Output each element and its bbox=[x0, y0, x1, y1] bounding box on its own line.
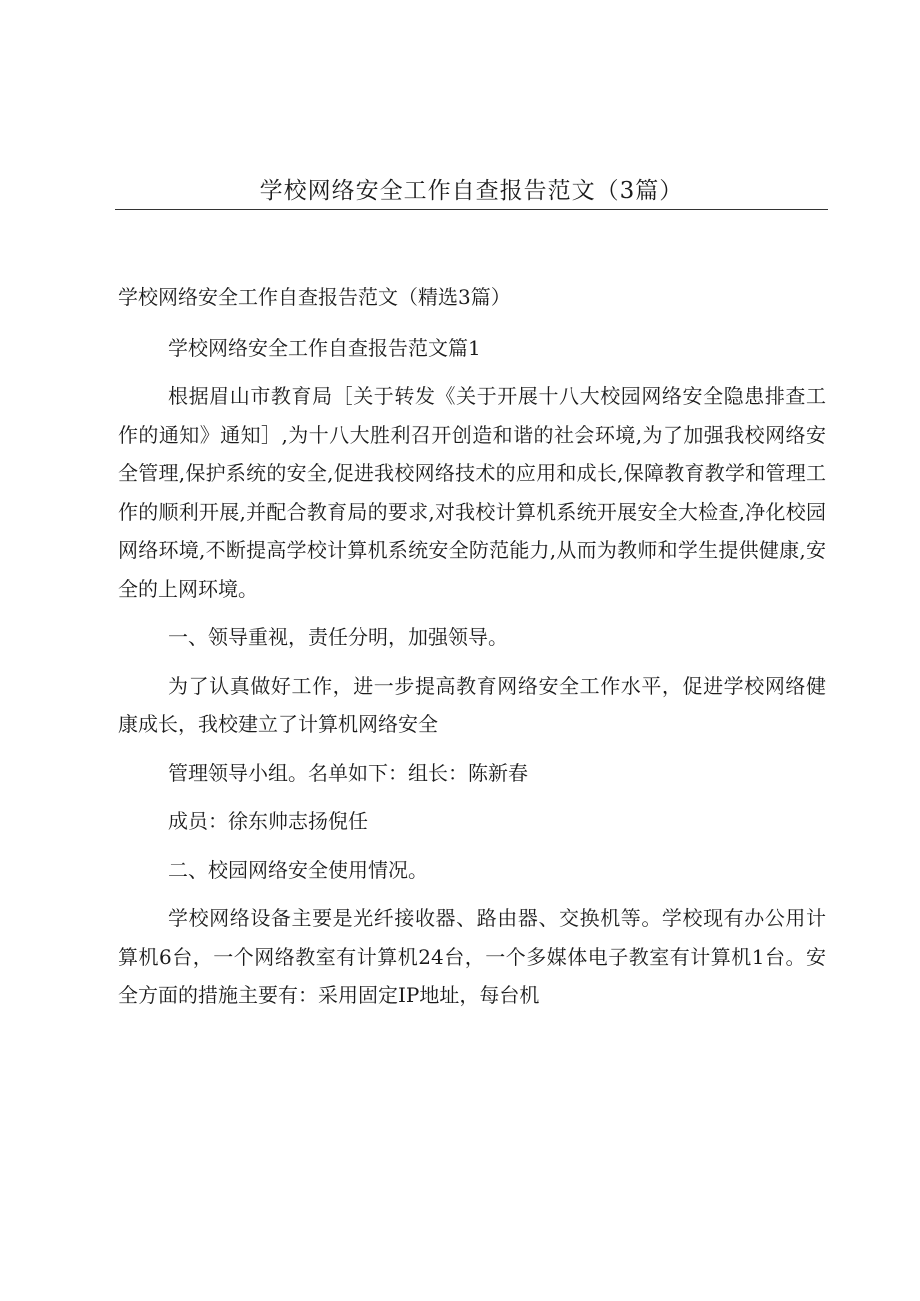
body-paragraph: 学校网络设备主要是光纤接收器、路由器、交换机等。学校现有办公用计算机6台，一个网络教室有计算机24台，一个多媒体电子教室有计算机1台。安全方面的措施主要有：采用固定IP地址，每台机 bbox=[118, 906, 826, 1007]
body-paragraph: 二、校园网络安全使用情况。 bbox=[168, 857, 428, 882]
section-heading: 学校网络安全工作自查报告范文篇1 bbox=[168, 335, 481, 360]
document-title: 学校网络安全工作自查报告范文（3篇） bbox=[259, 178, 684, 204]
body-paragraph: 为了认真做好工作，进一步提高教育网络安全工作水平，促进学校网络健康成长，我校建立了计算机网络安全 bbox=[118, 673, 826, 736]
body-paragraph: 一、领导重视，责任分明，加强领导。 bbox=[168, 625, 508, 649]
body-paragraph: 成员：徐东帅志扬倪任 bbox=[168, 809, 368, 833]
body-paragraph: 管理领导小组。名单如下：组长：陈新春 bbox=[168, 760, 528, 785]
body-paragraph: 根据眉山市教育局［关于转发《关于开展十八大校园网络安全隐患排查工作的通知》通知］,为十八大胜利召开创造和谐的社会环境,为了加强我校网络安全管理,保护系统的安全,促进我校网络技术的应用和成长,保障教育教学和管理工作的顺利开展,并配合教育局的要求,对我校计算机系统开展安全大检查,净化校园网络环境,不断提高学校计算机系统安全防范能力,从而为教师和学生提供健康,安全的上网环境。 bbox=[118, 384, 826, 601]
title-underline bbox=[115, 209, 828, 210]
subtitle-paragraph: 学校网络安全工作自查报告范文（精选3篇） bbox=[118, 285, 511, 309]
document-body bbox=[118, 278, 826, 1015]
